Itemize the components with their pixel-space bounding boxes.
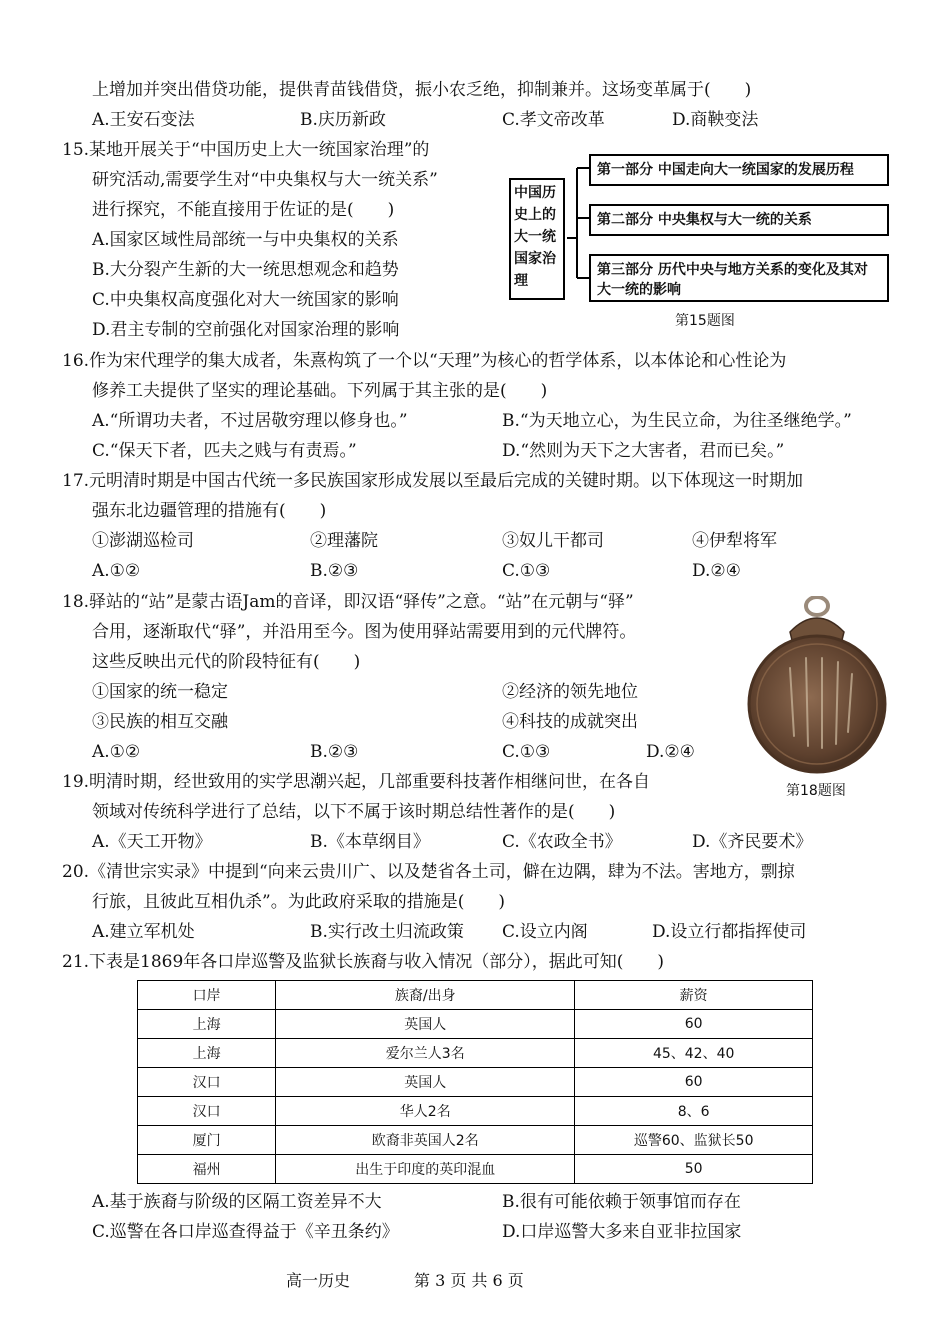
table-row <box>138 1097 813 1126</box>
q16-option-b[interactable]: B.“为天地立心，为生民立命，为往圣继绝学。” <box>502 411 852 431</box>
table-cell: 汉口 <box>138 1097 276 1126</box>
q19-option-d[interactable]: D.《齐民要术》 <box>692 832 813 852</box>
q15-stem-line-2: 研究活动,需要学生对“中央集权与大一统关系” <box>92 170 438 190</box>
table-cell: 60 <box>575 1068 813 1097</box>
q20-option-b[interactable]: B.实行改土归流政策 <box>310 922 464 942</box>
q18-figure-caption: 第18题图 <box>786 783 846 799</box>
table-cell: 爱尔兰人3名 <box>276 1039 575 1068</box>
diagram-part-2: 第二部分 中央集权与大一统的关系 <box>589 204 889 236</box>
q21-option-a[interactable]: A.基于族裔与阶级的区隔工资差异不大 <box>92 1192 382 1212</box>
q20-stem-line-2: 行旅，且彼此互相仇杀”。为此政府采取的措施是( ) <box>92 892 505 912</box>
q18-item-2: ②经济的领先地位 <box>502 682 638 702</box>
q21-option-d[interactable]: D.口岸巡警大多来自亚非拉国家 <box>502 1222 742 1242</box>
table-row <box>138 1010 813 1039</box>
diagram-root-box: 中国历史上的大一统国家治理 <box>509 178 565 300</box>
q18-option-b[interactable]: B.②③ <box>310 742 359 762</box>
q16-option-a[interactable]: A.“所谓功夫者，不过居敬穷理以修身也。” <box>92 411 408 431</box>
q20-option-d[interactable]: D.设立行都指挥使司 <box>652 922 807 942</box>
q21-option-c[interactable]: C.巡警在各口岸巡查得益于《辛丑条约》 <box>92 1222 399 1242</box>
q16-option-d[interactable]: D.“然则为天下之大害者，君而已矣。” <box>502 441 785 461</box>
q15-stem-line-3: 进行探究，不能直接用于佐证的是( ) <box>92 200 395 220</box>
table-cell: 汉口 <box>138 1068 276 1097</box>
table-header-port: 口岸 <box>138 981 276 1010</box>
q17-item-2: ②理藩院 <box>310 531 378 551</box>
q18-option-c[interactable]: C.①③ <box>502 742 551 762</box>
q19-option-b[interactable]: B.《本草纲目》 <box>310 832 430 852</box>
q17-item-3: ③奴儿干都司 <box>502 531 604 551</box>
q18-stem-line-2: 合用，逐渐取代“驿”，并沿用至今。图为使用驿站需要用到的元代牌符。 <box>92 622 637 642</box>
q17-option-a[interactable]: A.①② <box>92 561 141 581</box>
q16-stem-line-2: 修养工夫提供了坚实的理论基础。下列属于其主张的是( ) <box>92 381 548 401</box>
q15-diagram <box>505 150 895 330</box>
q14-option-b[interactable]: B.庆历新政 <box>300 110 386 130</box>
table-row <box>138 1068 813 1097</box>
q17-option-b[interactable]: B.②③ <box>310 561 359 581</box>
footer-subject: 高一历史 <box>286 1271 351 1290</box>
q14-option-c[interactable]: C.孝文帝改革 <box>502 110 605 130</box>
diagram-part-1: 第一部分 中国走向大一统国家的发展历程 <box>589 154 889 186</box>
table-cell: 出生于印度的英印混血 <box>276 1155 575 1184</box>
table-cell: 英国人 <box>276 1010 575 1039</box>
q16-option-c[interactable]: C.“保天下者，匹夫之贱与有责焉。” <box>92 441 357 461</box>
table-cell: 8、6 <box>575 1097 813 1126</box>
q17-stem-line-1: 17.元明清时期是中国古代统一多民族国家形成发展以至最后完成的关键时期。以下体现这一时期加 <box>62 471 804 491</box>
q17-item-4: ④伊犁将军 <box>692 531 777 551</box>
table-cell: 上海 <box>138 1039 276 1068</box>
table-cell: 福州 <box>138 1155 276 1184</box>
q15-option-a[interactable]: A.国家区域性局部统一与中央集权的关系 <box>92 230 399 250</box>
q18-option-a[interactable]: A.①② <box>92 742 141 762</box>
q21-stem: 21.下表是1869年各口岸巡警及监狱长族裔与收入情况（部分），据此可知( ) <box>62 952 665 972</box>
q18-stem-line-1: 18.驿站的“站”是蒙古语Jam的音译，即汉语“驿传”之意。“站”在元朝与“驿” <box>62 592 634 612</box>
table-row <box>138 1039 813 1068</box>
table-cell: 华人2名 <box>276 1097 575 1126</box>
yuan-paizi-medal-image <box>742 596 892 776</box>
q20-option-c[interactable]: C.设立内阁 <box>502 922 588 942</box>
q18-item-4: ④科技的成就突出 <box>502 712 638 732</box>
q17-item-1: ①澎湖巡检司 <box>92 531 194 551</box>
q17-stem-line-2: 强东北边疆管理的措施有( ) <box>92 501 327 521</box>
q14-option-d[interactable]: D.商鞅变法 <box>672 110 759 130</box>
table-header-origin: 族裔/出身 <box>276 981 575 1010</box>
q18-option-d[interactable]: D.②④ <box>646 742 695 762</box>
table-cell: 厦门 <box>138 1126 276 1155</box>
table-row <box>138 1155 813 1184</box>
q15-stem-line-1: 15.某地开展关于“中国历史上大一统国家治理”的 <box>62 140 430 160</box>
q21-option-b[interactable]: B.很有可能依赖于领事馆而存在 <box>502 1192 741 1212</box>
q18-stem-line-3: 这些反映出元代的阶段特征有( ) <box>92 652 361 672</box>
table-header-row <box>138 981 813 1010</box>
q18-item-3: ③民族的相互交融 <box>92 712 228 732</box>
table-cell: 50 <box>575 1155 813 1184</box>
q17-option-c[interactable]: C.①③ <box>502 561 551 581</box>
table-cell: 45、42、40 <box>575 1039 813 1068</box>
footer-page-number: 第 3 页 共 6 页 <box>414 1271 524 1290</box>
q16-stem-line-1: 16.作为宋代理学的集大成者，朱熹构筑了一个以“天理”为核心的哲学体系，以本体论和心性论为 <box>62 351 787 371</box>
table-header-salary: 薪资 <box>575 981 813 1010</box>
q14-stem-tail: 上增加并突出借贷功能，提供青苗钱借贷，振小农乏绝，抑制兼并。这场变革属于( ) <box>92 80 752 100</box>
table-cell: 巡警60、监狱长50 <box>575 1126 813 1155</box>
q17-option-d[interactable]: D.②④ <box>692 561 741 581</box>
table-cell: 英国人 <box>276 1068 575 1097</box>
table-cell: 60 <box>575 1010 813 1039</box>
table-row <box>138 1126 813 1155</box>
q15-option-b[interactable]: B.大分裂产生新的大一统思想观念和趋势 <box>92 260 399 280</box>
q15-option-d[interactable]: D.君主专制的空前强化对国家治理的影响 <box>92 320 400 340</box>
q20-stem-line-1: 20.《清世宗实录》中提到“向来云贵川广、以及楚省各土司，僻在边隅，肆为不法。害地方，剽掠 <box>62 862 795 882</box>
q21-data-table <box>137 980 813 1184</box>
diagram-part-3: 第三部分 历代中央与地方关系的变化及其对大一统的影响 <box>589 254 889 302</box>
table-cell: 欧裔非英国人2名 <box>276 1126 575 1155</box>
q14-option-a[interactable]: A.王安石变法 <box>92 110 195 130</box>
diagram-caption: 第15题图 <box>675 313 735 329</box>
q20-option-a[interactable]: A.建立军机处 <box>92 922 195 942</box>
q15-option-c[interactable]: C.中央集权高度强化对大一统国家的影响 <box>92 290 399 310</box>
q19-option-a[interactable]: A.《天工开物》 <box>92 832 212 852</box>
q19-stem-line-2: 领域对传统科学进行了总结，以下不属于该时期总结性著作的是( ) <box>92 802 616 822</box>
q18-item-1: ①国家的统一稳定 <box>92 682 228 702</box>
q19-option-c[interactable]: C.《农政全书》 <box>502 832 622 852</box>
q19-stem-line-1: 19.明清时期，经世致用的实学思潮兴起，几部重要科技著作相继问世，在各自 <box>62 772 651 792</box>
table-cell: 上海 <box>138 1010 276 1039</box>
